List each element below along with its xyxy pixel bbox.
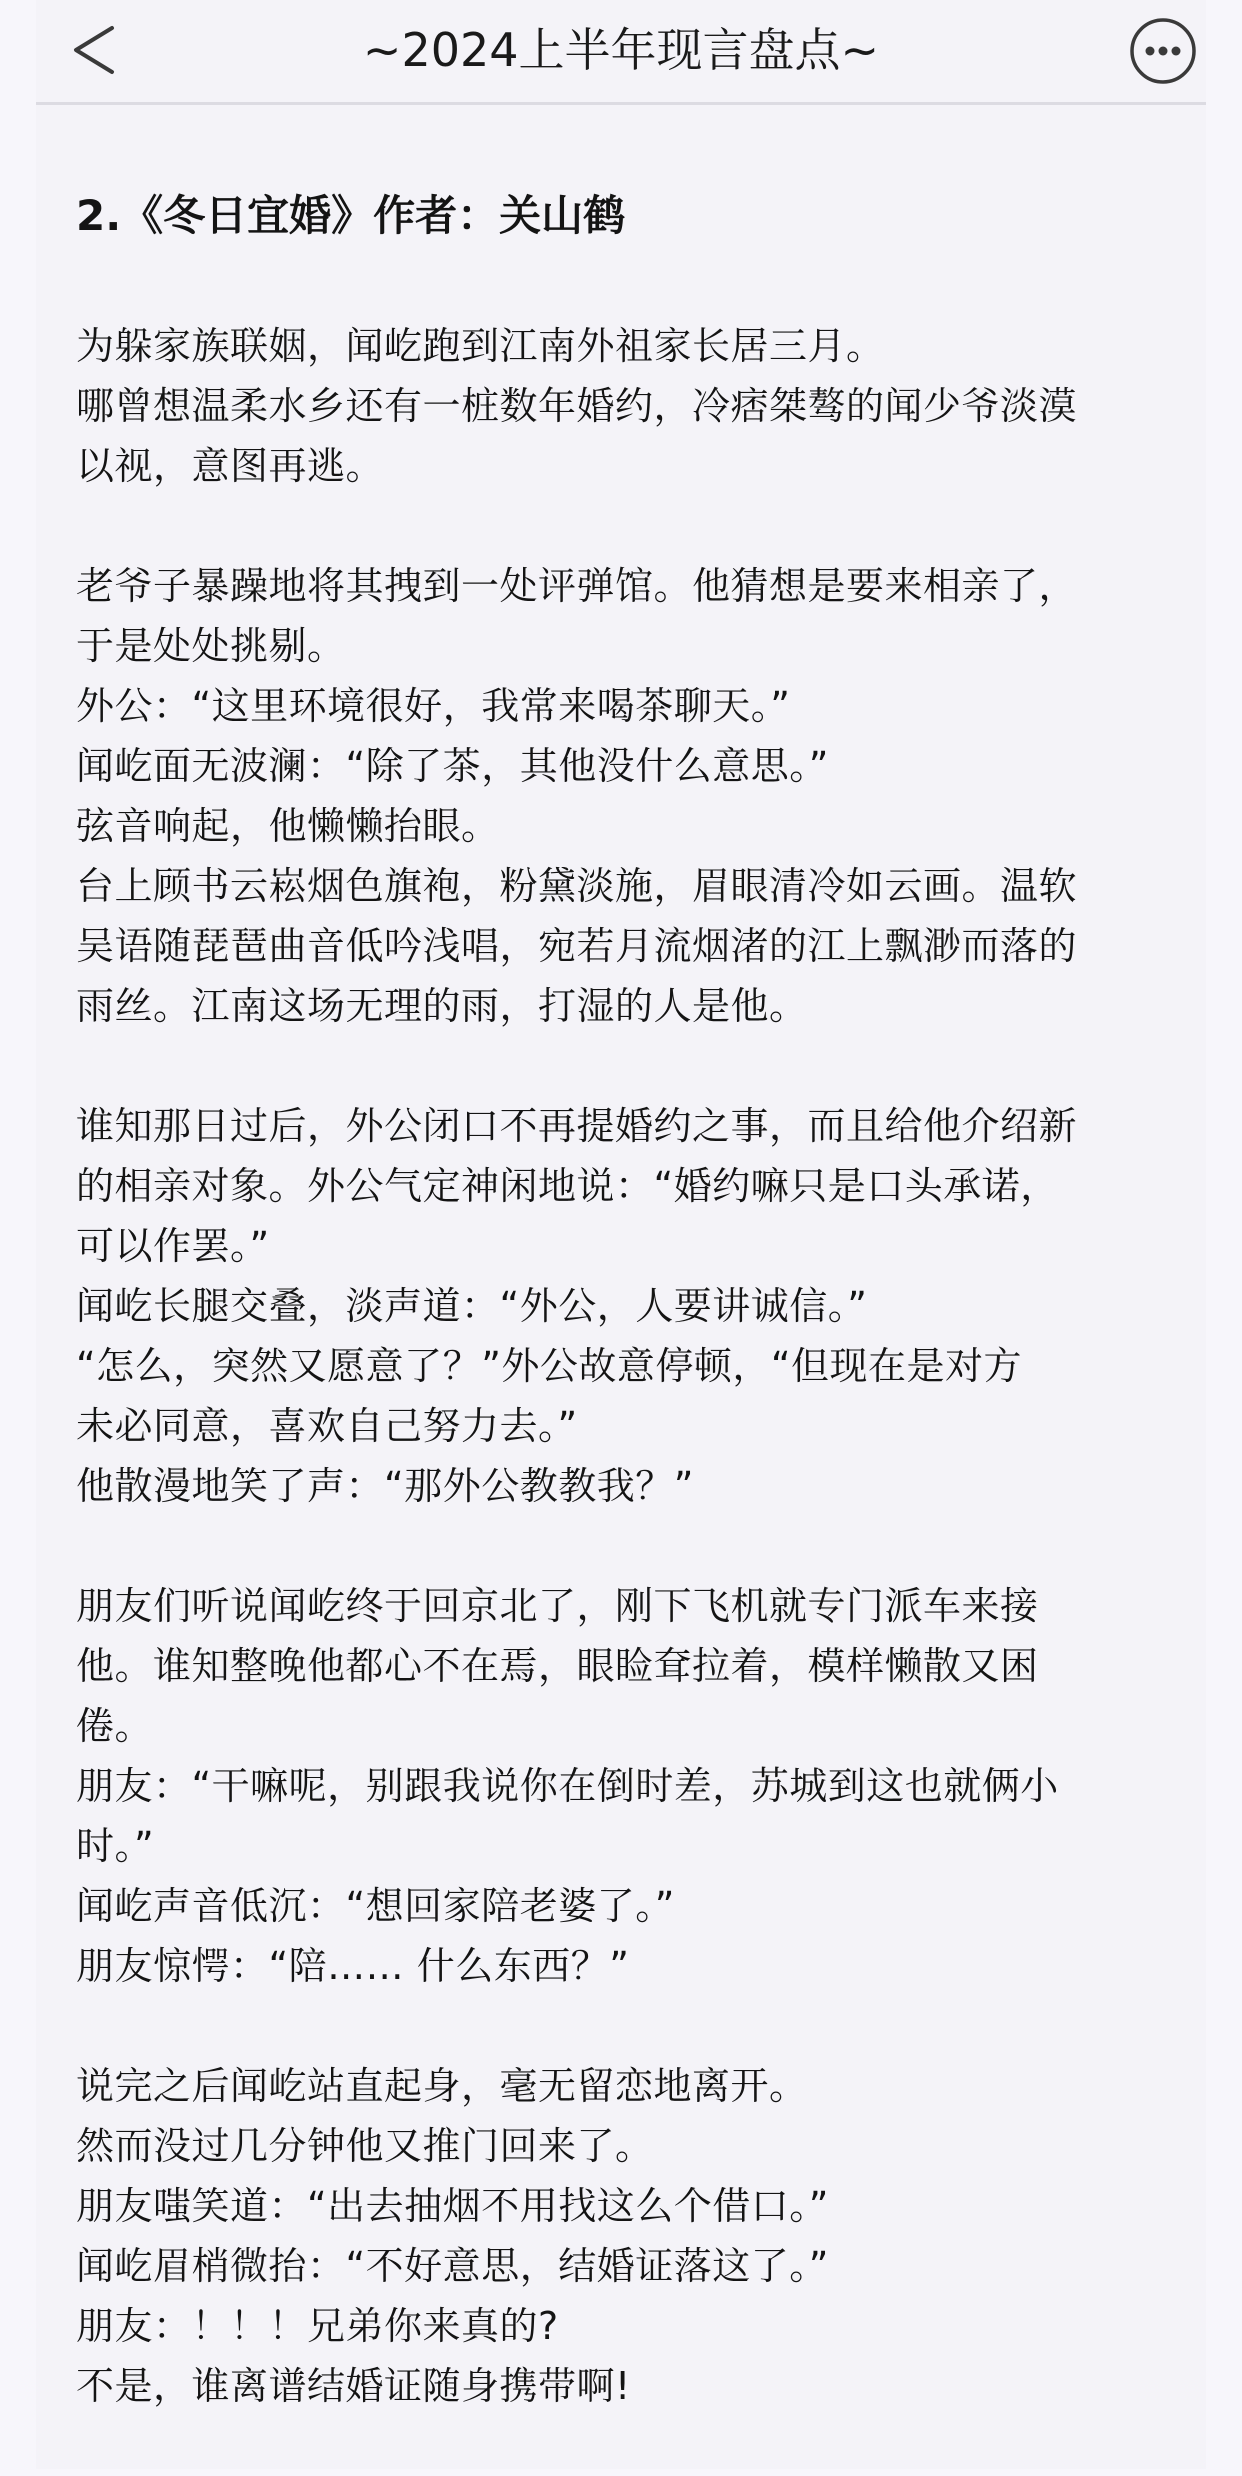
text-line: 他散漫地笑了声：“那外公教教我？” xyxy=(76,1464,694,1508)
text-line: 为躲家族联姻，闻屹跑到江南外祖家长居三月。 xyxy=(76,324,885,368)
text-line: 闻屹长腿交叠，淡声道：“外公，人要讲诚信。” xyxy=(76,1284,868,1328)
text-line: 朋友惊愕：“陪…… 什么东西？” xyxy=(76,1944,630,1988)
text-line: 倦。 xyxy=(76,1704,154,1748)
paragraphs xyxy=(76,316,1186,2416)
text-line: 不是，谁离谱结婚证随身携带啊! xyxy=(76,2364,631,2408)
text-line: 未必同意，喜欢自己努力去。” xyxy=(76,1404,578,1448)
text-line: 可以作罢。” xyxy=(76,1224,270,1268)
paragraph xyxy=(76,556,1186,1036)
text-line: 时。” xyxy=(76,1824,155,1868)
text-line: 吴语随琵琶曲音低吟浅唱，宛若月流烟渚的江上飘渺而落的 xyxy=(76,924,1078,968)
text-line: 哪曾想温柔水乡还有一桩数年婚约，冷痞桀骜的闻少爷淡漠 xyxy=(76,384,1078,428)
article-body xyxy=(76,186,1186,2476)
text-line: 谁知那日过后，外公闭口不再提婚约之事，而且给他介绍新 xyxy=(76,1104,1078,1148)
more-button[interactable] xyxy=(1128,16,1198,86)
nav-header xyxy=(36,0,1206,105)
paragraph xyxy=(76,1576,1186,1996)
text-line: 朋友嗤笑道：“出去抽烟不用找这么个借口。” xyxy=(76,2184,829,2228)
paragraph xyxy=(76,2056,1186,2416)
text-line: 朋友们听说闻屹终于回京北了，刚下飞机就专门派车来接 xyxy=(76,1584,1039,1628)
text-line: 弦音响起，他懒懒抬眼。 xyxy=(76,804,500,848)
paragraph xyxy=(76,1096,1186,1516)
text-line: 于是处处挑剔。 xyxy=(76,624,346,668)
chevron-left-icon xyxy=(62,18,126,82)
page xyxy=(36,0,1206,2469)
text-line: 闻屹面无波澜：“除了茶，其他没什么意思。” xyxy=(76,744,829,788)
paragraph xyxy=(76,316,1186,496)
text-line: 老爷子暴躁地将其拽到一处评弹馆。他猜想是要来相亲了， xyxy=(76,564,1078,608)
text-line: 闻屹声音低沉：“想回家陪老婆了。” xyxy=(76,1884,675,1928)
article-title: 2.《冬日宜婚》作者：关山鹤 xyxy=(76,191,626,240)
page-title: ~2024上半年现言盘点~ xyxy=(362,23,880,77)
text-line: 以视，意图再逃。 xyxy=(76,444,385,488)
text-line: 朋友：“干嘛呢，别跟我说你在倒时差，苏城到这也就俩小 xyxy=(76,1764,1059,1808)
text-line: 说完之后闻屹站直起身，毫无留恋地离开。 xyxy=(76,2064,808,2108)
text-line: 外公：“这里环境很好，我常来喝茶聊天。” xyxy=(76,684,791,728)
text-line: 他。谁知整晚他都心不在焉，眼睑耷拉着，模样懒散又困 xyxy=(76,1644,1039,1688)
back-button[interactable] xyxy=(54,10,134,90)
text-line: 然而没过几分钟他又推门回来了。 xyxy=(76,2124,654,2168)
text-line: “怎么，突然又愿意了？”外公故意停顿，“但现在是对方 xyxy=(76,1344,1023,1388)
text-line: 闻屹眉梢微抬：“不好意思，结婚证落这了。” xyxy=(76,2244,829,2288)
text-line: 的相亲对象。外公气定神闲地说：“婚约嘛只是口头承诺， xyxy=(76,1164,1059,1208)
text-line: 台上顾书云崧烟色旗袍，粉黛淡施，眉眼清冷如云画。温软 xyxy=(76,864,1078,908)
text-line: 雨丝。江南这场无理的雨，打湿的人是他。 xyxy=(76,984,808,1028)
text-line: 朋友：！！！兄弟你来真的? xyxy=(76,2304,559,2348)
more-dots-icon xyxy=(1128,16,1198,86)
